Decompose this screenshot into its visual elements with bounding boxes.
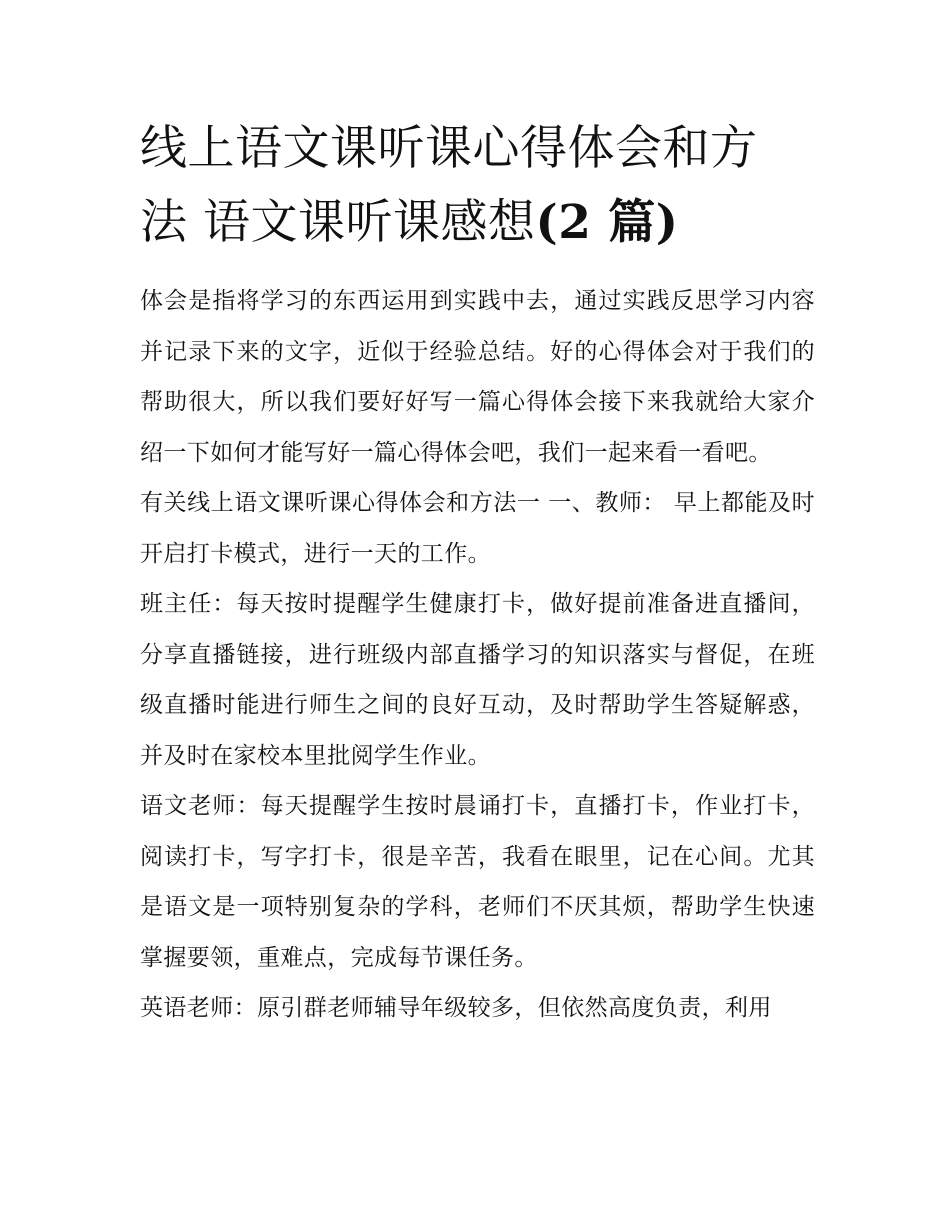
- head-teacher-paragraph: 班主任：每天按时提醒学生健康打卡，做好提前准备进直播间，分享直播链接，进行班级内部直播学习的知识落实与督促，在班级直播时能进行师生之间的良好互动，及时帮助学生答疑解惑，并及时在家校本里批阅学生作业。: [140, 591, 815, 769]
- title-line-1: 线上语文课听课心得体会和方: [140, 121, 758, 176]
- chinese-teacher-paragraph: 语文老师：每天提醒学生按时晨诵打卡，直播打卡，作业打卡，阅读打卡，写字打卡，很是辛苦，我看在眼里，记在心间。尤其是语文是一项特别复杂的学科，老师们不厌其烦，帮助学生快速掌握要领，重难点，完成每节课任务。: [140, 793, 815, 971]
- document-page: [140, 112, 815, 1034]
- section-one-paragraph: 有关线上语文课听课心得体会和方法一 一、教师： 早上都能及时开启打卡模式，进行一天的工作。: [140, 490, 815, 567]
- title-count: (2 篇): [535, 195, 679, 250]
- english-teacher-paragraph: 英语老师：原引群老师辅导年级较多，但依然高度负责，利用: [140, 995, 772, 1021]
- intro-paragraph: 体会是指将学习的东西运用到实践中去，通过实践反思学习内容并记录下来的文字，近似于经验总结。好的心得体会对于我们的帮助很大，所以我们要好好写一篇心得体会接下来我就给大家介绍一下如何才能写好一篇心得体会吧，我们一起来看一看吧。: [140, 288, 815, 466]
- document-title: [140, 112, 815, 260]
- title-line-2: 法 语文课听课感想: [140, 195, 536, 250]
